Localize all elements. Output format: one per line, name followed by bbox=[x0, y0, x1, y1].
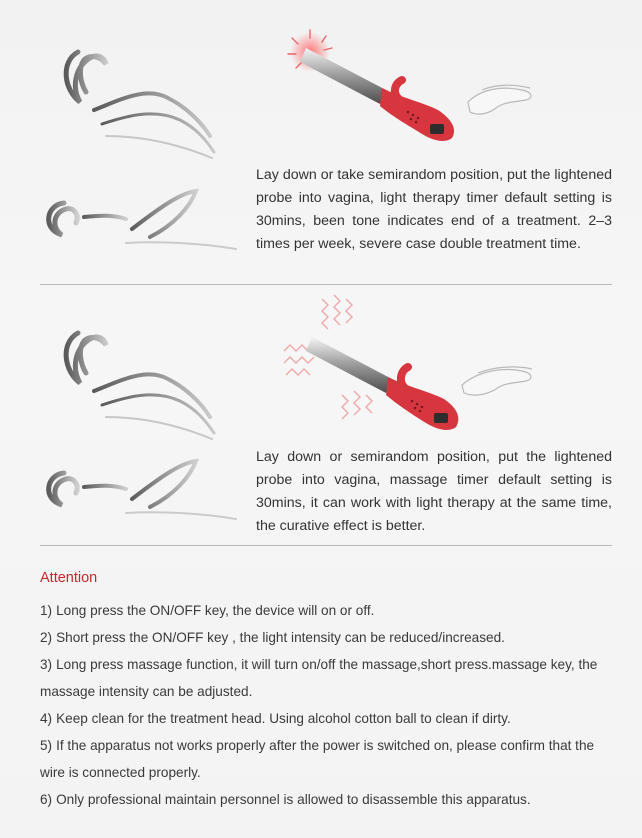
lying-woman-illustration bbox=[40, 455, 240, 530]
reclining-woman-illustration bbox=[50, 40, 230, 165]
device-light-therapy-illustration bbox=[282, 28, 542, 158]
massage-instructions: Lay down or semirandom position, put the lightened probe into vagina, massage timer default setting is 30mins, it can work with light therapy at the same time, the curative effect is better. bbox=[256, 449, 612, 534]
device-massage-illustration bbox=[282, 291, 542, 441]
list-item: 3) Long press massage function, it will turn on/off the massage,short press.massage key, the massage intensity can be adjusted. bbox=[40, 657, 598, 699]
light-therapy-instructions: Lay down or take semirandom position, put the lightened probe into vagina, light therapy timer default setting is 30mins, been tone indicates end of a treatment. 2–3 times per week, severe case double treatment time. bbox=[256, 167, 612, 252]
list-item: 4) Keep clean for the treatment head. Using alcohol cotton ball to clean if dirty. bbox=[40, 711, 511, 726]
list-item: 1) Long press the ON/OFF key, the device will on or off. bbox=[40, 603, 375, 618]
section-light-therapy bbox=[0, 0, 642, 284]
section-massage bbox=[0, 285, 642, 547]
list-item: 5) If the apparatus not works properly after the power is switched on, please confirm that the wire is connected properly. bbox=[40, 738, 595, 780]
lying-woman-illustration bbox=[40, 185, 240, 260]
section-divider bbox=[40, 545, 612, 546]
attention-heading: Attention bbox=[40, 570, 98, 586]
attention-list bbox=[40, 597, 615, 813]
list-item: 2) Short press the ON/OFF key , the light intensity can be reduced/increased. bbox=[40, 630, 505, 645]
reclining-woman-illustration bbox=[50, 321, 230, 446]
list-item: 6) Only professional maintain personnel is allowed to disassemble this apparatus. bbox=[40, 792, 531, 807]
